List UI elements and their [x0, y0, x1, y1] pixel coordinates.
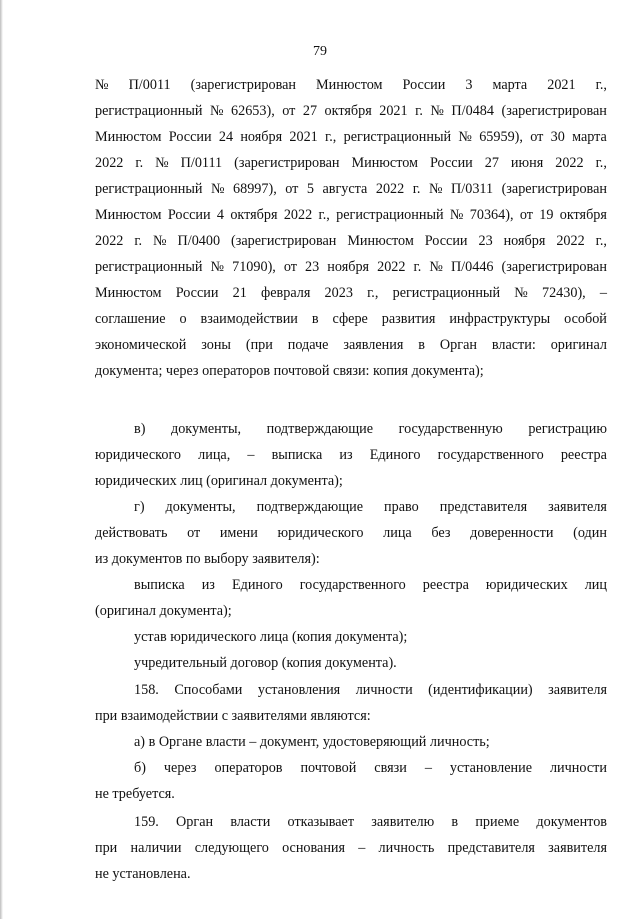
word: 68997), — [233, 181, 277, 197]
word: 158. — [134, 682, 159, 698]
text-line — [134, 628, 407, 646]
word: лица, — [198, 447, 231, 463]
word: России — [167, 207, 211, 223]
word: г. — [135, 155, 144, 171]
word: г. — [134, 233, 143, 249]
word: право — [384, 499, 419, 515]
word: документы, — [165, 499, 236, 515]
word: подаче — [287, 337, 329, 353]
word: Минюстом — [95, 285, 162, 301]
word: из — [201, 577, 215, 593]
word: юридических — [485, 577, 568, 593]
word: г., — [318, 207, 330, 223]
word: в) — [134, 421, 146, 437]
text-line — [95, 336, 607, 354]
word: – — [599, 285, 607, 301]
word: 62653), — [231, 103, 275, 119]
word: регистрационный — [336, 207, 444, 223]
word: 5 — [306, 181, 314, 197]
word: заявителя — [548, 499, 607, 515]
word: от — [530, 129, 544, 145]
word: документы, — [171, 421, 242, 437]
word: выписка — [134, 577, 185, 593]
word: зоны — [201, 337, 231, 353]
word: экономической — [95, 337, 187, 353]
word: 71090), — [232, 259, 276, 275]
word: установление — [449, 760, 532, 776]
word: № — [209, 103, 224, 119]
word: заявления — [343, 337, 404, 353]
word: Единого — [369, 447, 421, 463]
text-line — [134, 498, 607, 516]
word: 2021 — [289, 129, 318, 145]
word: регистрационный — [95, 181, 203, 197]
word: – — [358, 840, 366, 856]
text-line — [95, 206, 607, 224]
text-line — [134, 576, 607, 594]
word: особой — [564, 311, 607, 327]
word: П/0484 — [451, 103, 494, 119]
word: а) в Органе власти – документ, удостоверяющий личность; — [134, 734, 490, 750]
text-line — [95, 284, 607, 302]
word: связи — [374, 760, 407, 776]
text-line — [95, 102, 607, 120]
text-line — [95, 524, 607, 542]
word: подтверждающие — [256, 499, 364, 515]
text-line — [95, 707, 371, 725]
word: России — [175, 285, 219, 301]
word: личности — [355, 682, 413, 698]
word: г., — [367, 285, 379, 301]
word: 2022 — [556, 233, 585, 249]
word: (один — [573, 525, 607, 541]
word: соглашение — [95, 311, 166, 327]
word: заявителя — [548, 682, 607, 698]
word: государственного — [437, 447, 544, 463]
word: ноября — [327, 259, 370, 275]
word: г., — [595, 77, 607, 93]
word: не установлена. — [95, 866, 191, 882]
word: № — [449, 207, 464, 223]
text-line — [95, 128, 607, 146]
word: 2022 — [377, 259, 406, 275]
word: 24 — [218, 129, 234, 145]
text-line — [134, 654, 397, 672]
word: 2022 — [95, 155, 124, 171]
word: государственную — [398, 421, 503, 437]
word: развития — [381, 311, 436, 327]
word: № — [155, 155, 169, 171]
word: от — [285, 181, 299, 197]
word: о — [179, 311, 187, 327]
word: в — [311, 311, 319, 327]
word: реестра — [422, 577, 469, 593]
word: П/0111 — [180, 155, 223, 171]
word: № — [429, 259, 443, 275]
text-line — [134, 681, 607, 699]
word: наличии — [130, 840, 182, 856]
word: регистрацию — [528, 421, 607, 437]
word: регистрационный — [343, 129, 452, 145]
word: (зарегистрирован — [231, 233, 337, 249]
word: 2023 — [324, 285, 353, 301]
word: выписка — [271, 447, 323, 463]
word: – — [424, 760, 432, 776]
word: 2021 — [379, 103, 408, 119]
word: юридических лиц (оригинал документа); — [95, 473, 343, 489]
text-line — [95, 76, 607, 94]
word: сфере — [332, 311, 368, 327]
word: Единого — [231, 577, 283, 593]
word: при — [95, 840, 118, 856]
word: от — [283, 259, 297, 275]
word: 2021 — [547, 77, 576, 93]
text-line — [95, 550, 320, 568]
word: инфраструктуры — [449, 311, 551, 327]
word: № — [458, 129, 472, 145]
word: устав юридического лица (копия документа); — [134, 629, 408, 645]
word: при взаимодействии с заявителями являются: — [95, 708, 371, 724]
word: июня — [510, 155, 544, 171]
word: через — [163, 760, 197, 776]
word: № — [428, 181, 443, 197]
word: г., — [325, 129, 337, 145]
word: П/0400 — [177, 233, 221, 249]
word: 70364), — [469, 207, 514, 223]
word: (зарегистрирован — [501, 103, 607, 119]
word: 3 — [465, 77, 473, 93]
word: № — [430, 103, 444, 119]
word: России — [430, 155, 473, 171]
text-line — [134, 813, 607, 831]
word: России — [168, 129, 212, 145]
word: доверенности — [470, 525, 554, 541]
page-number: 79 — [313, 44, 327, 59]
word: (оригинал документа); — [95, 603, 232, 619]
word: представителя — [447, 840, 535, 856]
word: Минюстом — [95, 129, 162, 145]
word: действовать — [95, 525, 168, 541]
word: имени — [219, 525, 258, 541]
word: октября — [230, 207, 278, 223]
text-line — [95, 258, 607, 276]
text-line — [134, 759, 607, 777]
word: г., — [595, 155, 607, 171]
word: представителя — [439, 499, 528, 515]
text-line — [134, 733, 490, 751]
word: лиц — [584, 577, 607, 593]
word: документа; через операторов почтовой связи: копия документа); — [95, 363, 484, 379]
word: юридического — [277, 525, 364, 541]
word: взаимодействии — [200, 311, 298, 327]
word: основания — [282, 840, 346, 856]
word: ноября — [503, 233, 546, 249]
word: марта — [492, 77, 528, 93]
word: в — [418, 337, 425, 353]
word: власти — [230, 814, 271, 830]
word: из — [339, 447, 353, 463]
word: (зарегистрирован — [190, 77, 296, 93]
word: 27 — [484, 155, 499, 171]
word: б) — [134, 760, 146, 776]
word: отказывает — [287, 814, 355, 830]
word: Минюстом — [351, 155, 419, 171]
word: регистрационный — [95, 259, 203, 275]
word: регистрационный — [95, 103, 203, 119]
word: г., — [595, 233, 607, 249]
word: приеме — [475, 814, 520, 830]
word: подтверждающие — [266, 421, 374, 437]
text-line — [95, 472, 343, 490]
word: № — [153, 233, 167, 249]
word: 23 — [305, 259, 320, 275]
word: следующего — [194, 840, 269, 856]
word: П/0311 — [451, 181, 494, 197]
word: (при — [245, 337, 273, 353]
word: от — [282, 103, 296, 119]
word: от — [519, 207, 533, 223]
word: Минюстом — [347, 233, 414, 249]
word: февраля — [261, 285, 311, 301]
word: (идентификации) — [428, 682, 533, 698]
word: 159. — [134, 814, 159, 830]
word: заявителя — [548, 840, 607, 856]
word: 27 — [302, 103, 318, 119]
word: (зарегистрирован — [234, 155, 340, 171]
word: России — [402, 77, 446, 93]
scan-edge-shadow — [0, 0, 3, 919]
text-line — [95, 865, 191, 883]
word: 72430), — [541, 285, 586, 301]
text-line — [95, 154, 607, 172]
word: Орган — [176, 814, 214, 830]
word: 21 — [232, 285, 247, 301]
word: государственного — [299, 577, 406, 593]
word: П/0011 — [128, 77, 171, 93]
word: не требуется. — [95, 786, 175, 802]
word: 23 — [478, 233, 493, 249]
word: 65959), — [479, 129, 523, 145]
text-line — [95, 362, 484, 380]
word: оригинал — [550, 337, 607, 353]
word: № — [514, 285, 528, 301]
word: операторов — [214, 760, 283, 776]
text-line — [95, 310, 607, 328]
word: установления — [257, 682, 341, 698]
word: (зарегистрирован — [501, 181, 607, 197]
word: октября — [559, 207, 607, 223]
word: заявителю — [371, 814, 435, 830]
word: г. — [412, 181, 421, 197]
text-line — [95, 446, 607, 464]
word: г. — [413, 259, 422, 275]
text-line — [95, 602, 232, 620]
word: 2022 — [95, 233, 124, 249]
word: ноября — [240, 129, 283, 145]
word: № — [210, 259, 225, 275]
word: Минюстом — [95, 207, 162, 223]
word: почтовой — [300, 760, 357, 776]
text-line — [95, 785, 175, 803]
word: России — [424, 233, 468, 249]
text-line — [95, 232, 607, 250]
word: без — [431, 525, 451, 541]
word: № — [210, 181, 225, 197]
word: г) — [134, 499, 145, 515]
word: регистрационный — [392, 285, 501, 301]
text-line — [95, 839, 607, 857]
word: Способами — [174, 682, 243, 698]
word: 4 — [216, 207, 224, 223]
word: 30 — [550, 129, 565, 145]
word: октября — [324, 103, 372, 119]
word: г. — [415, 103, 423, 119]
word: (зарегистрирован — [501, 259, 607, 275]
text-line — [95, 180, 607, 198]
word: 2022 — [283, 207, 313, 223]
word: П/0446 — [450, 259, 494, 275]
word: личность — [378, 840, 435, 856]
word: юридического — [95, 447, 182, 463]
word: документов — [536, 814, 607, 830]
word: личности — [549, 760, 607, 776]
word: Минюстом — [316, 77, 383, 93]
text-line — [134, 420, 607, 438]
word: власти: — [491, 337, 536, 353]
word: № — [95, 77, 109, 93]
word: марта — [572, 129, 607, 145]
word: учредительный договор (копия документа). — [134, 655, 397, 671]
word: реестра — [560, 447, 607, 463]
word: 2022 — [375, 181, 405, 197]
word: от — [187, 525, 201, 541]
word: в — [451, 814, 459, 830]
word: 19 — [539, 207, 554, 223]
word: августа — [322, 181, 368, 197]
word: лица — [383, 525, 412, 541]
word: Орган — [439, 337, 477, 353]
word: 2022 — [555, 155, 584, 171]
word: – — [247, 447, 255, 463]
word: из документов по выбору заявителя): — [95, 551, 320, 567]
